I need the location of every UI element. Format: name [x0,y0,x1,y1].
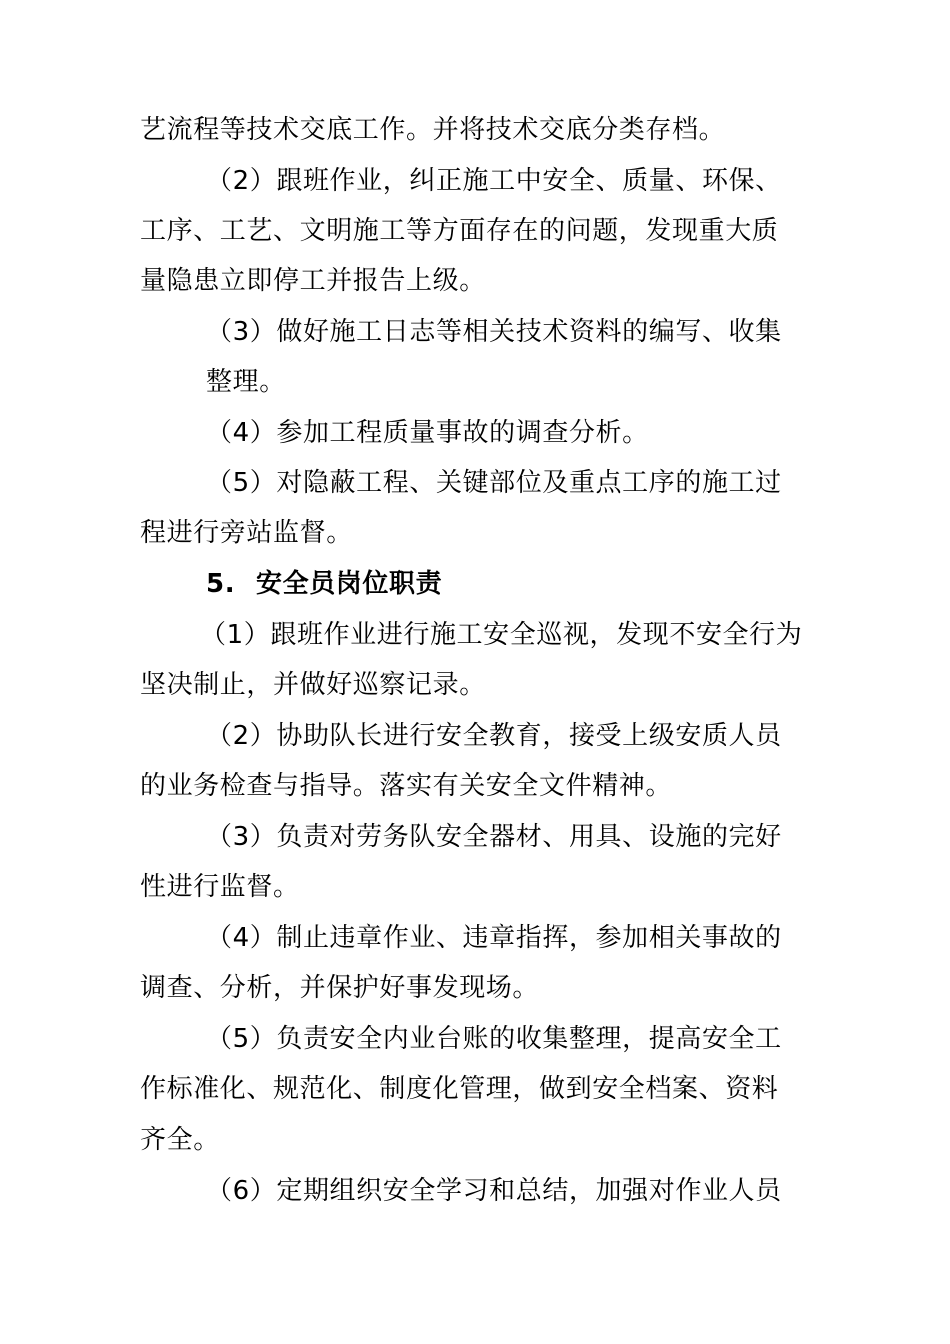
text-line: 齐全。 [140,1125,220,1155]
section-number: 5. [206,569,236,599]
list-item-1: （1）跟班作业进行施工安全巡视，发现不安全行为 [200,620,803,650]
text-line: 调查、分析，并保护好事发现场。 [140,973,540,1003]
text-line: 的业务检查与指导。落实有关安全文件精神。 [140,771,673,801]
list-item-4: （4）参加工程质量事故的调查分析。 [206,418,649,448]
text-line: 工序、工艺、文明施工等方面存在的问题，发现重大质 [140,216,779,246]
list-item-4: （4）制止违章作业、违章指挥，参加相关事故的 [206,923,782,953]
list-item-5: （5）负责安全内业台账的收集整理，提高安全工 [206,1024,782,1054]
text-line: 程进行旁站监督。 [140,518,353,548]
text-line: 作标准化、规范化、制度化管理，做到安全档案、资料 [140,1074,779,1104]
section-heading [206,568,442,600]
text-line: 坚决制止，并做好巡察记录。 [140,670,486,700]
list-item-2: （2）协助队长进行安全教育，接受上级安质人员 [206,721,782,751]
text-line: 量隐患立即停工并报告上级。 [140,266,486,296]
text-line: 整理。 [206,367,286,397]
list-item-2: （2）跟班作业，纠正施工中安全、质量、环保、 [206,166,782,196]
text-line: 性进行监督。 [140,872,300,902]
list-item-5: （5）对隐蔽工程、关键部位及重点工序的施工过 [206,468,782,498]
section-title: 安全员岗位职责 [256,569,443,599]
list-item-3: （3）负责对劳务队安全器材、用具、设施的完好 [206,822,782,852]
list-item-6: （6）定期组织安全学习和总结，加强对作业人员 [206,1176,782,1206]
text-line: 艺流程等技术交底工作。并将技术交底分类存档。 [140,115,726,145]
list-item-3: （3）做好施工日志等相关技术资料的编写、收集 [206,317,782,347]
